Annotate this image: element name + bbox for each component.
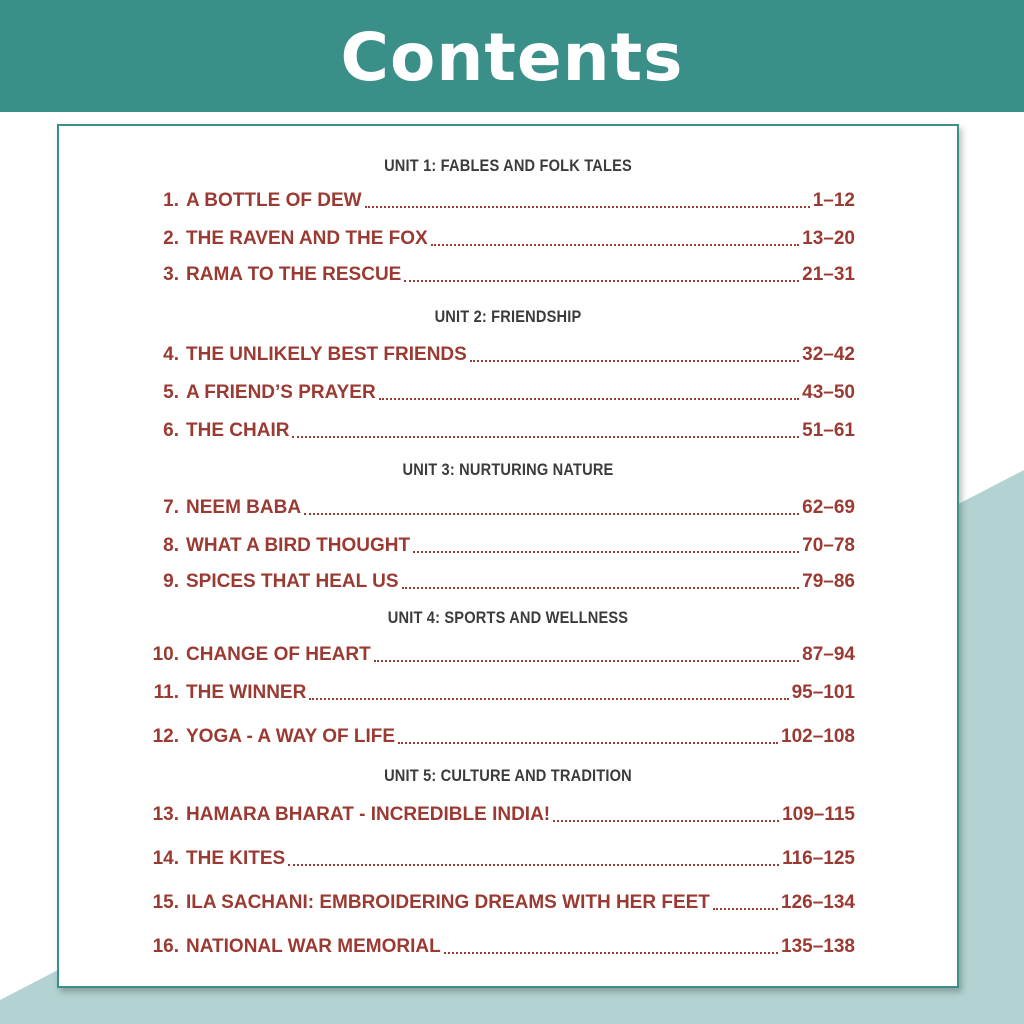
dot-leader: [402, 587, 800, 589]
entry-pages: 70–78: [802, 535, 855, 556]
dot-leader: [413, 551, 799, 553]
entry-title: THE KITES: [186, 848, 286, 869]
entry-number: 14.: [152, 848, 179, 869]
entry-number: 5.: [163, 382, 179, 403]
toc-entry: [143, 532, 855, 558]
entry-title: THE WINNER: [186, 682, 307, 703]
entry-number: 13.: [152, 804, 179, 825]
entry-pages: 51–61: [802, 420, 855, 441]
entry-number: 3.: [163, 264, 179, 285]
toc-entry: [143, 801, 855, 827]
entry-title: NEEM BABA: [186, 497, 302, 518]
dot-leader: [288, 864, 779, 866]
entry-number: 16.: [152, 936, 179, 957]
dot-leader: [292, 436, 799, 438]
toc-entry: [143, 417, 855, 443]
dot-leader: [713, 908, 778, 910]
contents-card: [57, 124, 959, 988]
entry-pages: 109–115: [782, 804, 855, 825]
entry-pages: 32–42: [802, 344, 855, 365]
toc-entry: [143, 225, 855, 251]
entry-pages: 135–138: [781, 936, 855, 957]
toc-entry: [143, 341, 855, 367]
toc-entry: [143, 261, 855, 287]
entry-pages: 102–108: [781, 726, 855, 747]
dot-leader: [553, 820, 779, 822]
entry-pages: 21–31: [802, 264, 855, 285]
entry-title: THE CHAIR: [186, 420, 290, 441]
entry-title: YOGA - A WAY OF LIFE: [186, 726, 396, 747]
toc-entry: [143, 845, 855, 871]
dot-leader: [404, 280, 799, 282]
entry-pages: 116–125: [782, 848, 855, 869]
entry-pages: 95–101: [791, 682, 855, 703]
entry-title: HAMARA BHARAT - INCREDIBLE INDIA!: [186, 804, 551, 825]
entry-title: THE RAVEN AND THE FOX: [186, 228, 428, 249]
dot-leader: [365, 206, 810, 208]
entry-number: 10.: [152, 644, 179, 665]
entry-pages: 79–86: [802, 571, 855, 592]
toc-entry: [143, 933, 855, 959]
toc-entry: [143, 494, 855, 520]
unit-heading: UNIT 2: FRIENDSHIP: [434, 307, 582, 326]
entry-pages: 1–12: [812, 190, 855, 211]
entry-pages: 13–20: [802, 228, 855, 249]
entry-pages: 62–69: [802, 497, 855, 518]
entry-number: 12.: [152, 726, 179, 747]
toc-entry: [143, 723, 855, 749]
dot-leader: [374, 660, 799, 662]
entry-title: RAMA TO THE RESCUE: [186, 264, 402, 285]
dot-leader: [444, 952, 778, 954]
toc-entry: [143, 889, 855, 915]
entry-title: A BOTTLE OF DEW: [186, 190, 362, 211]
dot-leader: [304, 513, 799, 515]
toc-entry: [143, 187, 855, 213]
entry-title: WHAT A BIRD THOUGHT: [186, 535, 411, 556]
toc-entry: [143, 379, 855, 405]
entry-number: 6.: [163, 420, 179, 441]
entry-title: CHANGE OF HEART: [186, 644, 371, 665]
toc-entry: [143, 568, 855, 594]
dot-leader: [431, 244, 799, 246]
entry-title: THE UNLIKELY BEST FRIENDS: [186, 344, 467, 365]
entry-number: 15.: [152, 892, 179, 913]
entry-number: 11.: [153, 682, 179, 703]
entry-number: 8.: [163, 535, 179, 556]
unit-heading: UNIT 4: SPORTS AND WELLNESS: [387, 608, 629, 627]
entry-pages: 87–94: [802, 644, 855, 665]
dot-leader: [309, 698, 788, 700]
toc-entry: [143, 641, 855, 667]
entry-pages: 43–50: [802, 382, 855, 403]
unit-heading: UNIT 5: CULTURE AND TRADITION: [384, 766, 632, 785]
entry-number: 1.: [163, 190, 179, 211]
entry-title: A FRIEND’S PRAYER: [186, 382, 376, 403]
dot-leader: [398, 742, 778, 744]
entry-number: 4.: [163, 344, 179, 365]
entry-title: ILA SACHANI: EMBROIDERING DREAMS WITH HER FEET: [186, 892, 710, 913]
entry-number: 9.: [163, 571, 179, 592]
entry-title: NATIONAL WAR MEMORIAL: [186, 936, 441, 957]
entry-pages: 126–134: [781, 892, 855, 913]
entry-number: 2.: [163, 228, 179, 249]
unit-heading: UNIT 3: NURTURING NATURE: [402, 460, 614, 479]
entry-number: 7.: [163, 497, 179, 518]
unit-heading: UNIT 1: FABLES AND FOLK TALES: [384, 156, 632, 175]
page-title: Contents: [340, 19, 684, 96]
dot-leader: [379, 398, 799, 400]
entry-title: SPICES THAT HEAL US: [186, 571, 399, 592]
toc-entry: [143, 679, 855, 705]
dot-leader: [470, 360, 799, 362]
